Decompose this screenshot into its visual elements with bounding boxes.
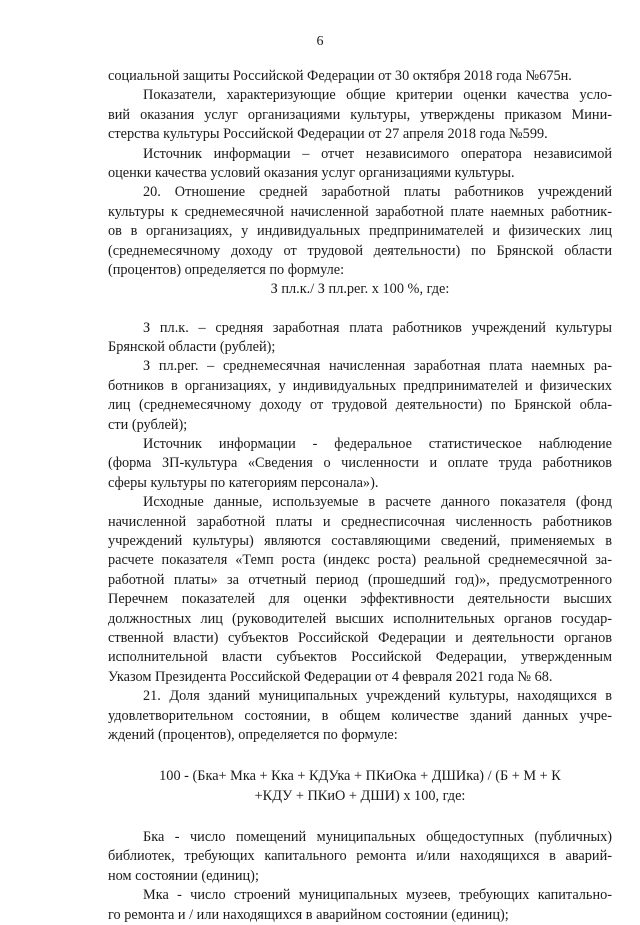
text-line: оценки качества условий оказания услуг организациями культуры. [108,164,515,181]
text-line: вий оказания услуг организациями культуры, утверждены приказом Мини- [108,106,612,123]
text-line: работной платы» за отчетный период (прошедший год)», предусмотренного [108,571,612,588]
text-line: З пл.к. – средняя заработная плата работников учреждений культуры [143,319,612,336]
page-number: 6 [316,34,324,49]
spacer [108,806,612,828]
text-line: ждений (процентов), определяется по формуле: [108,726,398,743]
text-line: исполнительной власти субъектов Российской Федерации, утвержденным [108,649,612,666]
text-line: Бка - число помещений муниципальных общедоступных (публичных) [143,829,612,846]
text-line: З пл.рег. – среднемесячная начисленная заработная плата наемных ра- [143,358,612,375]
spacer [108,300,612,319]
text-line: библиотек, требующих капитального ремонта и/или находящихся в аварий- [108,848,612,865]
text-line: сферы культуры по категориям персонала»). [108,474,379,491]
text-line: Исходные данные, используемые в расчете данного показателя (фонд [143,494,612,511]
text-line: 21. Доля зданий муниципальных учреждений культуры, находящихся в [143,688,612,705]
text-line: (среднемесячному доходу от трудовой деятельности) по Брянской области [108,242,612,259]
text-line: должностных лиц (руководителей высших исполнительных органов государ- [108,610,612,627]
text-line: ботников в организациях, у индивидуальных предпринимателей и физических [108,377,612,394]
text-line: го ремонта и / или находящихся в аварийном состоянии (единиц); [108,906,509,923]
text-line: Показатели, характеризующие общие критерии оценки качества усло- [143,87,612,104]
text-line: лиц (среднемесячному доходу от трудовой деятельности) по Брянской обла- [108,397,612,414]
text-line: Брянской области (рублей); [108,339,276,356]
text-line: начисленной заработной платы и среднесписочная численность работников [108,513,612,530]
text-line: Перечнем показателей для оценки эффективности деятельности высших [108,591,612,608]
text-line: расчете показателя «Темп роста (индекс роста) реальной среднемесячной за- [108,552,612,569]
text-line: ном состоянии (единиц); [108,867,259,884]
document-body [108,67,612,925]
text-line: (форма ЗП-культура «Сведения о численности и оплате труда работников [108,455,612,472]
text-line: культуры к среднемесячной начисленной заработной плате наемных работник- [108,203,612,220]
formula-line: 100 - (Бка+ Мка + Кка + КДУка + ПКиОка + ДШИка) / (Б + М + К [159,768,561,785]
text-line: Указом Президента Российской Федерации от 4 февраля 2021 года № 68. [108,668,553,685]
spacer [108,745,612,767]
text-line: удовлетворительном состоянии, в общем количестве зданий данных учре- [108,707,612,724]
text-line: ственной власти) субъектов Российской Федерации и деятельности органов [108,629,612,646]
text-line: ов в организациях, у индивидуальных предпринимателей и физических лиц [108,223,612,240]
text-line: учреждений культуры) являются составляющими сведений, применяемых в [108,532,612,549]
text-line: 20. Отношение средней заработной платы работников учреждений [143,184,612,201]
text-line: Мка - число строений муниципальных музеев, требующих капитально- [143,887,612,904]
text-line: стерства культуры Российской Федерации от 27 апреля 2018 года №599. [108,126,548,143]
text-line: (процентов) определяется по формуле: [108,261,345,278]
text-line: Источник информации - федеральное статистическое наблюдение [143,436,612,453]
formula-line: З пл.к./ З пл.рег. х 100 %, где: [270,281,450,298]
formula-line: +КДУ + ПКиО + ДШИ) х 100, где: [254,787,466,804]
text-line: Источник информации – отчет независимого оператора независимой [143,145,612,162]
text-line: сти (рублей); [108,416,188,433]
text-line: социальной защиты Российской Федерации от 30 октября 2018 года №675н. [108,68,572,84]
